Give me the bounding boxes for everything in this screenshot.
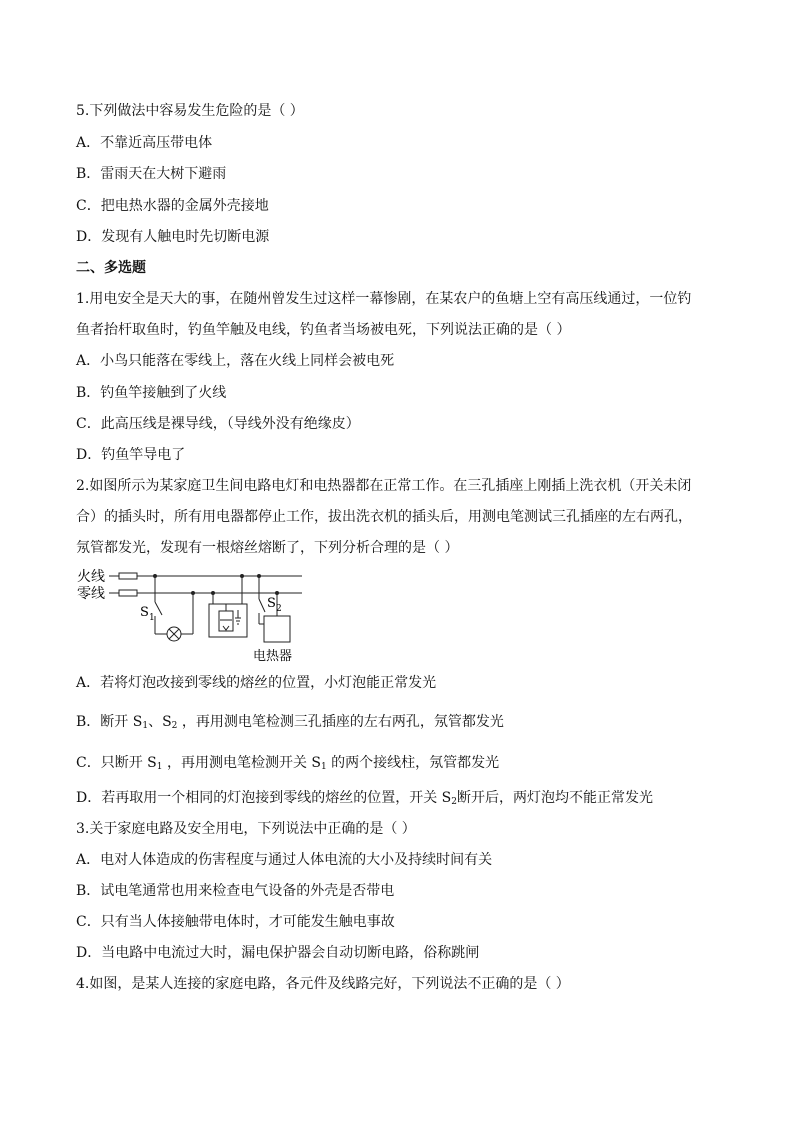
neutral-fuse: [119, 590, 137, 596]
m3-stem: 3.关于家庭电路及安全用电，下列说法中正确的是（ ）: [76, 821, 416, 837]
live-wire: [109, 573, 302, 579]
heater: [264, 616, 290, 642]
m3-option-a: A．电对人体造成的伤害程度与通过人体电流的大小及持续时间有关: [76, 852, 493, 868]
m2-option-b: B．断开 $S_1$、$S_2$ ，再用测电笔检测三孔插座的左右两孔，氖管都发光: [76, 714, 504, 731]
switch-s2: [259, 599, 265, 612]
m1-stem-line1: 1.用电安全是天大的事，在随州曾发生过这样一幕惨剧，在某农户的鱼塘上空有高压线通过，一位钓: [76, 291, 692, 307]
m1-stem-line2: 鱼者抬杆取鱼时，钓鱼竿触及电线，钓鱼者当场被电死，下列说法正确的是（ ）: [76, 322, 571, 338]
switch-s1: [155, 602, 162, 615]
junction-dots: [153, 574, 279, 595]
m4-stem: 4.如图，是某人连接的家庭电路，各元件及线路完好，下列说法不正确的是（ ）: [76, 976, 570, 992]
m1-option-c: C．此高压线是裸导线，（导线外没有绝缘皮）: [76, 416, 360, 432]
m1-option-a: A．小鸟只能落在零线上，落在火线上同样会被电死: [76, 353, 395, 369]
q5-option-c: C．把电热水器的金属外壳接地: [76, 198, 269, 214]
three-hole-socket: [209, 576, 247, 637]
m2-option-c: C．只断开 $S_1$ ，再用测电笔检测开关 $S_1$ 的两个接线柱，氖管都发光: [76, 755, 500, 772]
s2-label-sub: 2: [276, 604, 282, 614]
m3-option-d: D．当电路中电流过大时，漏电保护器会自动切断电路，俗称跳闸: [76, 945, 480, 961]
m2-option-d: D．若再取用一个相同的灯泡接到零线的熔丝的位置，开关 $S_2$断开后，两灯泡均不能正常发光: [76, 790, 653, 807]
q5-option-d: D．发现有人触电时先切断电源: [76, 229, 270, 245]
circuit-diagram: [76, 566, 312, 668]
m1-option-d: D．钓鱼竿导电了: [76, 447, 186, 463]
live-fuse: [119, 573, 137, 579]
section-heading: 二、多选题: [76, 260, 146, 276]
m2-stem-line3: 氖管都发光，发现有一根熔丝熔断了，下列分析合理的是（ ）: [76, 540, 459, 556]
m3-option-b: B．试电笔通常也用来检查电气设备的外壳是否带电: [76, 883, 395, 899]
s1-label-sub: 1: [149, 613, 155, 623]
m1-option-b: B．钓鱼竿接触到了火线: [76, 385, 227, 401]
live-wire-label: 火线: [77, 569, 105, 585]
heater-label: 电热器: [253, 649, 293, 664]
m2-stem-line2: 合）的插头时，所有用电器都停止工作，拔出洗衣机的插头后，用测电笔测试三孔插座的左右两孔，: [76, 509, 692, 525]
s2-label: S: [267, 596, 276, 611]
q5-option-a: A．不靠近高压带电体: [76, 135, 213, 151]
m3-option-c: C．只有当人体接触带电体时，才可能发生触电事故: [76, 914, 395, 930]
neutral-wire-label: 零线: [77, 586, 105, 602]
s1-label: S: [140, 605, 149, 620]
m2-stem-line1: 2.如图所示为某家庭卫生间电路电灯和电热器都在正常工作。在三孔插座上刚插上洗衣机（开关未闭: [76, 478, 692, 494]
lamp-branch: [155, 576, 193, 641]
q5-option-b: B．雷雨天在大树下避雨: [76, 166, 227, 182]
m2-option-a: A．若将灯泡改接到零线的熔丝的位置，小灯泡能正常发光: [76, 675, 437, 691]
q5-stem: 5.下列做法中容易发生危险的是（ ）: [76, 103, 304, 119]
